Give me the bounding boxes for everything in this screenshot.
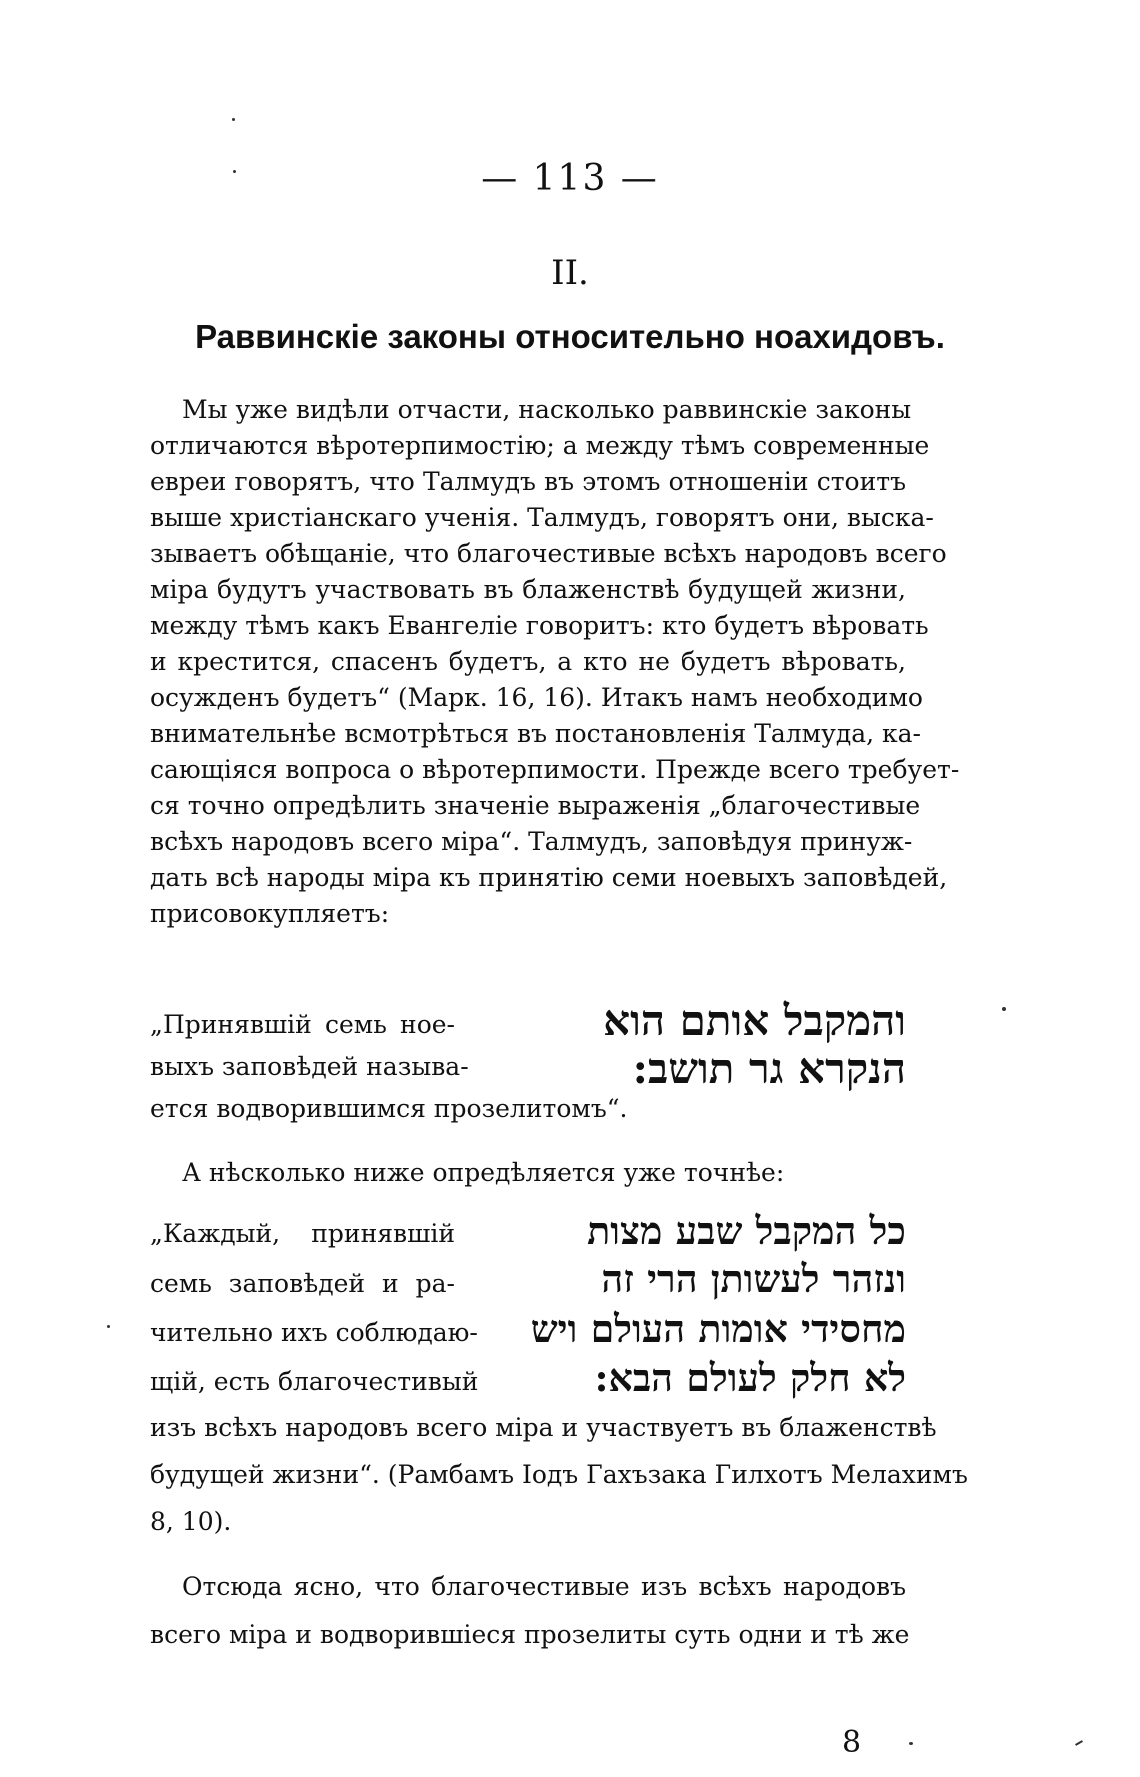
text-line: всего міра и водворившіеся прозелиты суть одни и тѣ же [150, 1620, 910, 1649]
scan-speck [1002, 1007, 1006, 1011]
text-line: сающіяся вопроса о вѣротерпимости. Прежде всего требует- [150, 755, 960, 784]
quote-continuation-line: будущей жизни“. (Рамбамъ Іодъ Гахъзака Гилхотъ Мелахимъ [150, 1460, 968, 1489]
quote-hebrew-line: הנקרא גר תושב: [632, 1044, 906, 1093]
quote-russian-line: чительно ихъ соблюдаю- [150, 1318, 478, 1347]
text-line: выше христіанскаго ученія. Талмудъ, говорятъ они, выска- [150, 503, 934, 532]
text-line: осужденъ будетъ“ (Марк. 16, 16). Итакъ намъ необходимо [150, 683, 923, 712]
scan-speck [107, 1325, 110, 1328]
scan-speck [909, 1742, 913, 1745]
quote-russian-line: „Принявшій семь ное- [150, 1010, 455, 1039]
text-line: присовокупляетъ: [150, 899, 390, 928]
text-line: отличаются вѣротерпимостію; а между тѣмъ современные [150, 431, 930, 460]
paragraph-2: А нѣсколько ниже опредѣляется уже точнѣе: [182, 1158, 785, 1187]
quote-russian-line: семь заповѣдей и ра- [150, 1269, 455, 1298]
page-number: — 113 — [481, 158, 659, 199]
scan-speck [232, 118, 235, 121]
text-line: Отсюда ясно, что благочестивые изъ всѣхъ народовъ [182, 1572, 906, 1601]
scan-speck [233, 170, 236, 173]
text-line: внимательнѣе всмотрѣться въ постановленія Талмуда, ка- [150, 719, 921, 748]
text-line: и крестится, спасенъ будетъ, а кто не будетъ вѣровать, [150, 647, 906, 676]
quote-continuation-line: 8, 10). [150, 1507, 232, 1536]
text-line: между тѣмъ какъ Евангеліе говоритъ: кто будетъ вѣровать [150, 611, 929, 640]
quote-hebrew-line: והמקבל אותם הוא [603, 996, 906, 1045]
quote-hebrew-line: כל המקבל שבע מצות [587, 1208, 906, 1253]
section-title: Раввинскіе законы относительно ноахидовъ. [195, 318, 945, 355]
quote-russian-line: щій, есть благочестивый [150, 1367, 479, 1396]
quote-continuation-line: изъ всѣхъ народовъ всего міра и участвуетъ въ блаженствѣ [150, 1413, 937, 1442]
text-line: ся точно опредѣлить значеніе выраженія „благочестивые [150, 791, 921, 820]
text-line: зываетъ обѣщаніе, что благочестивые всѣхъ народовъ всего [150, 539, 947, 568]
quote-hebrew-line: ונזהר לעשותן הרי זה [601, 1256, 906, 1301]
text-line: всѣхъ народовъ всего міра“. Талмудъ, заповѣдуя принуж- [150, 827, 913, 856]
section-number: II. [551, 253, 589, 293]
quote-russian-line: ется водворившимся прозелитомъ“. [150, 1094, 628, 1123]
quote-hebrew-line: לא חלק לעולם הבא: [594, 1355, 906, 1400]
scan-speck [1075, 1740, 1083, 1746]
text-line: Мы уже видѣли отчасти, насколько раввинскіе законы [182, 395, 912, 424]
text-line: міра будутъ участвовать въ блаженствѣ будущей жизни, [150, 575, 906, 604]
text-line: евреи говорятъ, что Талмудъ въ этомъ отношеніи стоитъ [150, 467, 906, 496]
quote-hebrew-line: מחסידי אומות העולם ויש [530, 1306, 906, 1351]
signature-mark: 8 [842, 1725, 862, 1760]
text-line: дать всѣ народы міра къ принятію семи ноевыхъ заповѣдей, [150, 863, 948, 892]
quote-russian-line: „Каждый, принявшій [150, 1219, 455, 1248]
quote-russian-line: выхъ заповѣдей называ- [150, 1052, 469, 1081]
